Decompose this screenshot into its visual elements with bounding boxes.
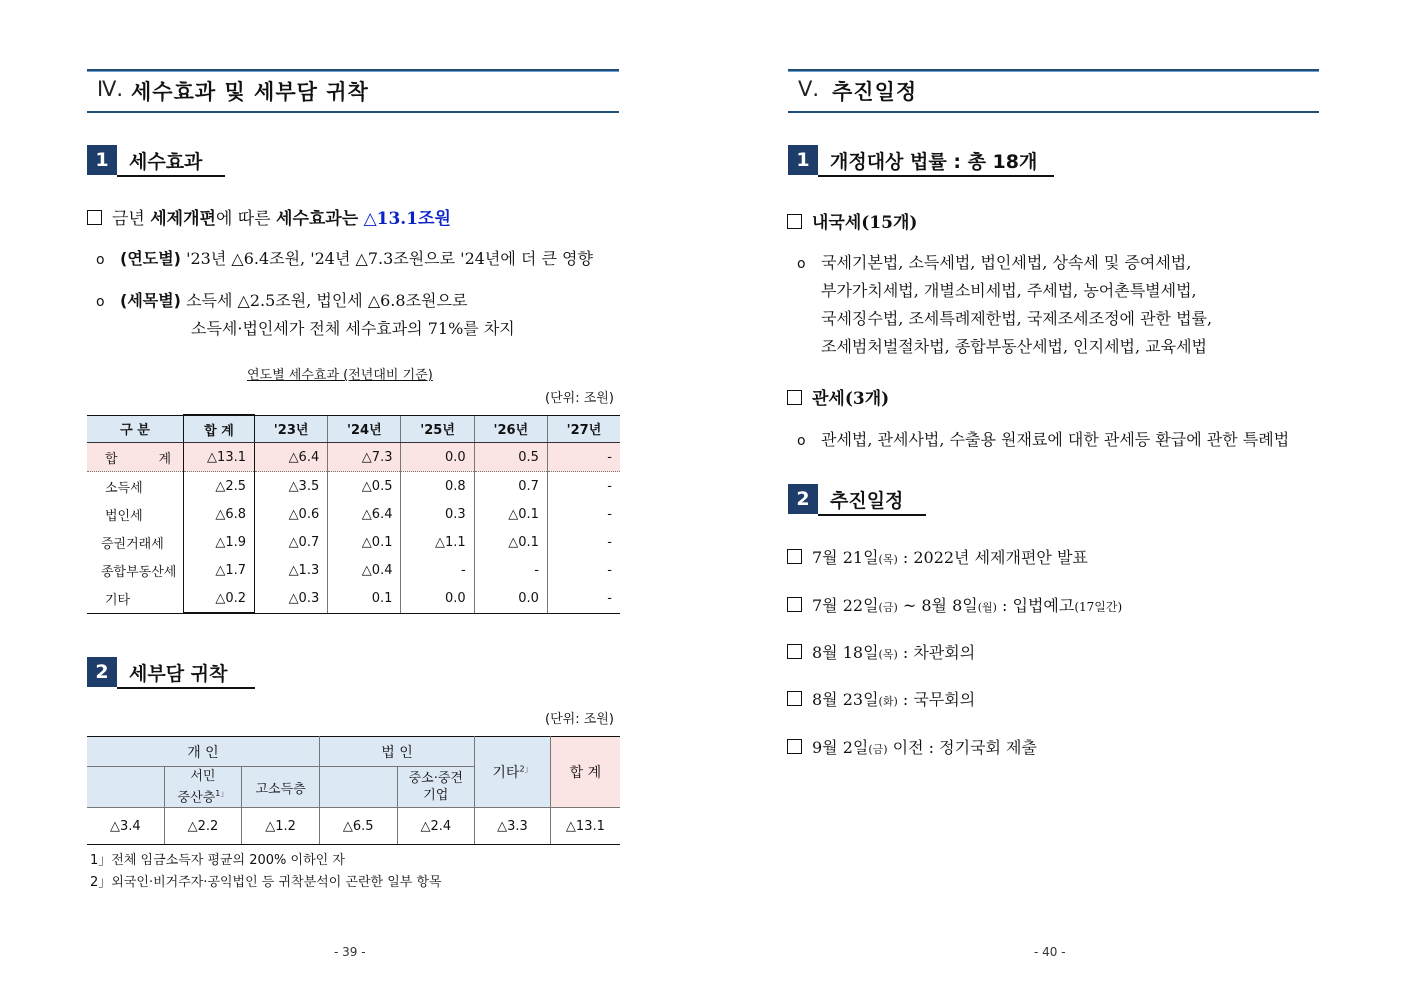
bullet-text-mid: 에 따른 xyxy=(215,209,277,229)
heading-text: 관세(3개) xyxy=(812,389,890,409)
page-number: - 40 - xyxy=(1034,945,1066,959)
cell: 0.0 xyxy=(401,443,474,472)
schedule-weekday: (금) xyxy=(878,601,898,614)
checkbox-icon xyxy=(787,739,802,754)
table-unit: (단위: 조원) xyxy=(545,712,614,727)
section-title: 개정대상 법률 : 총 18개 xyxy=(830,151,1038,173)
schedule-weekday: (월) xyxy=(977,601,997,614)
header-text: 서민 xyxy=(190,769,216,784)
cell: △3.3 xyxy=(475,808,551,845)
section-title: 추진일정 xyxy=(830,490,904,512)
heading-text: 내국세(15개) xyxy=(812,213,918,233)
section-number: 2 xyxy=(87,657,117,687)
header-cell: '25년 xyxy=(401,415,474,443)
chapter-numeral: Ⅳ. xyxy=(97,77,124,101)
section-title: 세수효과 xyxy=(129,151,203,173)
sub-bullet-head: (세목별) xyxy=(120,291,181,310)
schedule-date: 7월 21일 xyxy=(812,548,879,567)
chapter-header xyxy=(87,69,619,113)
header-cell: '26년 xyxy=(474,415,547,443)
table-row xyxy=(87,500,620,528)
cell: - xyxy=(401,556,474,584)
section-underline xyxy=(117,175,225,177)
table-row xyxy=(87,472,620,501)
cell: △1.1 xyxy=(401,528,474,556)
cell: △1.2 xyxy=(242,808,320,845)
header-empty xyxy=(87,767,164,808)
schedule-weekday: (금) xyxy=(868,743,888,756)
cell: - xyxy=(547,556,620,584)
schedule-duration: (17일간) xyxy=(1074,600,1123,614)
main-bullet xyxy=(87,204,451,229)
schedule-item xyxy=(787,593,1122,616)
cell: △6.8 xyxy=(184,500,255,528)
bullet-bold-1: 세제개편 xyxy=(150,209,216,229)
cell: 0.0 xyxy=(401,584,474,613)
schedule-text: 입법예고 xyxy=(1012,596,1075,615)
schedule-text: 2022년 세제개편안 발표 xyxy=(913,548,1088,567)
section-underline xyxy=(818,514,926,516)
cell: △13.1 xyxy=(550,808,620,845)
section-heading-burden xyxy=(87,657,257,687)
header-text: 중산층 xyxy=(177,790,216,806)
schedule-sep: : xyxy=(897,548,914,567)
cell: 0.3 xyxy=(401,500,474,528)
customs-law-list xyxy=(797,427,1289,450)
header-total: 합 계 xyxy=(550,737,620,808)
section-heading-tax-effect xyxy=(87,145,227,175)
table-header-row xyxy=(87,737,620,767)
section-underline xyxy=(117,687,255,689)
cell: △1.7 xyxy=(184,556,255,584)
header-cell: 구 분 xyxy=(87,415,184,443)
table-row xyxy=(87,528,620,556)
header-other xyxy=(475,737,551,808)
schedule-date: 7월 22일 xyxy=(812,596,879,615)
footnote-ref: 1」 xyxy=(215,789,229,798)
domestic-law-list xyxy=(797,250,1191,273)
law-line: 조세범처벌절차법, 종합부동산세법, 인지세법, 교육세법 xyxy=(821,337,1208,356)
page-number: - 39 - xyxy=(334,945,366,959)
table-row xyxy=(87,443,620,472)
header-middle-class xyxy=(164,767,242,808)
circle-bullet-icon: ο xyxy=(96,294,105,310)
row-label: 소득세 xyxy=(105,480,143,496)
cell: △0.1 xyxy=(328,528,401,556)
header-other-label: 기타 xyxy=(492,765,520,782)
cell: △6.4 xyxy=(328,500,401,528)
section-underline xyxy=(818,175,1054,177)
schedule-item xyxy=(787,640,975,663)
header-text: 중소·중견 xyxy=(408,771,463,787)
header-cell: 합 계 xyxy=(184,415,255,443)
schedule-text: 정기국회 제출 xyxy=(939,738,1037,757)
schedule-item xyxy=(787,735,1037,758)
bullet-text: 금년 xyxy=(112,209,151,229)
cell: - xyxy=(547,500,620,528)
cell: △0.1 xyxy=(474,500,547,528)
schedule-date: 8월 23일 xyxy=(812,690,879,709)
header-cell: '24년 xyxy=(328,415,401,443)
cell: △0.5 xyxy=(328,472,401,501)
section-title: 세부담 귀착 xyxy=(129,663,228,685)
footnote-ref: 2」 xyxy=(519,764,533,774)
schedule-weekday: (목) xyxy=(878,648,898,661)
cell: 0.7 xyxy=(474,472,547,501)
row-label: 합 계 xyxy=(87,443,184,472)
schedule-weekday: (화) xyxy=(878,695,898,708)
cell: △2.5 xyxy=(184,472,255,501)
header-text: 기업 xyxy=(423,788,449,804)
cell: - xyxy=(547,584,620,613)
row-label: 종합부동산세 xyxy=(101,564,177,580)
page-39 xyxy=(0,0,701,992)
section-number: 1 xyxy=(87,145,117,175)
cell: 0.1 xyxy=(328,584,401,613)
cell: 0.5 xyxy=(474,443,547,472)
cell: △6.5 xyxy=(319,808,397,845)
row-label: 법인세 xyxy=(105,508,143,524)
footnote-1: 1」전체 임금소득자 평균의 200% 이하인 자 xyxy=(90,853,345,868)
header-sme xyxy=(397,767,475,808)
cell: - xyxy=(547,528,620,556)
cell: △3.4 xyxy=(87,808,164,845)
sub-bullet-by-tax xyxy=(96,288,467,311)
law-line: 관세법, 관세사법, 수출용 원재료에 대한 관세등 환급에 관한 특례법 xyxy=(821,430,1290,449)
header-empty xyxy=(319,767,397,808)
header-corporate: 법 인 xyxy=(319,737,474,767)
cell: 0.8 xyxy=(401,472,474,501)
circle-bullet-icon: ο xyxy=(96,252,105,268)
cell: △0.2 xyxy=(184,584,255,613)
circle-bullet-icon: ο xyxy=(797,433,806,449)
cell: △1.9 xyxy=(184,528,255,556)
cell: 0.0 xyxy=(474,584,547,613)
cell: - xyxy=(547,443,620,472)
row-label: 기타 xyxy=(87,584,184,613)
schedule-date-end: ~ 8월 8일 xyxy=(897,596,978,615)
checkbox-icon xyxy=(787,691,802,706)
cell: △3.5 xyxy=(255,472,328,501)
section-number: 1 xyxy=(788,145,818,175)
table-unit: (단위: 조원) xyxy=(545,391,614,406)
schedule-sep: : xyxy=(996,596,1013,615)
sub-bullet-text: 소득세 △2.5조원, 법인세 △6.8조원으로 xyxy=(181,291,468,310)
header-individual: 개 인 xyxy=(87,737,319,767)
section-number: 2 xyxy=(788,484,818,514)
schedule-sep: : xyxy=(897,643,914,662)
chapter-title: 세수효과 및 세부담 귀착 xyxy=(131,80,369,104)
cell: △0.4 xyxy=(328,556,401,584)
cell: △13.1 xyxy=(184,443,255,472)
sub-bullet-text: '23년 △6.4조원, '24년 △7.3조원으로 '24년에 더 큰 영향 xyxy=(181,249,593,268)
cell: △0.3 xyxy=(255,584,328,613)
schedule-date: 9월 2일 xyxy=(812,738,869,757)
schedule-sep: 이전 : xyxy=(887,738,940,757)
checkbox-icon xyxy=(787,390,802,405)
footnote-2: 2」외국인·비거주자·공익법인 등 귀착분석이 곤란한 일부 항목 xyxy=(90,875,442,890)
row-label: 증권거래세 xyxy=(101,536,164,552)
cell: △0.6 xyxy=(255,500,328,528)
law-line: 부가가치세법, 개별소비세법, 주세법, 농어촌특별세법, xyxy=(821,281,1197,300)
checkbox-icon xyxy=(87,210,102,225)
checkbox-icon xyxy=(787,597,802,612)
cell: △0.7 xyxy=(255,528,328,556)
header-cell: '27년 xyxy=(547,415,620,443)
table-caption: 연도별 세수효과 (전년대비 기준) xyxy=(247,368,433,383)
header-cell: '23년 xyxy=(255,415,328,443)
section-heading-schedule xyxy=(788,484,928,514)
checkbox-icon xyxy=(787,549,802,564)
tax-burden-table xyxy=(87,736,620,845)
chapter-numeral: Ⅴ. xyxy=(798,77,820,101)
cell: △1.3 xyxy=(255,556,328,584)
page-40 xyxy=(701,0,1403,992)
schedule-weekday: (목) xyxy=(878,553,898,566)
cell: - xyxy=(474,556,547,584)
law-line: 국세기본법, 소득세법, 법인세법, 상속세 및 증여세법, xyxy=(821,253,1192,272)
sub-bullet-continuation: 소득세·법인세가 전체 세수효과의 71%를 차지 xyxy=(191,319,515,338)
law-line: 국세징수법, 조세특례제한법, 국제조세조정에 관한 법률, xyxy=(821,309,1213,328)
schedule-text: 국무회의 xyxy=(913,690,976,709)
cell: △2.4 xyxy=(397,808,475,845)
schedule-date: 8월 18일 xyxy=(812,643,879,662)
cell: △0.1 xyxy=(474,528,547,556)
customs-heading xyxy=(787,384,889,409)
schedule-text: 차관회의 xyxy=(913,643,976,662)
checkbox-icon xyxy=(787,214,802,229)
cell: △2.2 xyxy=(164,808,242,845)
tax-effect-table xyxy=(87,414,620,614)
cell: △7.3 xyxy=(328,443,401,472)
tax-effect-total: △13.1조원 xyxy=(363,209,451,229)
chapter-title: 추진일정 xyxy=(832,80,918,104)
cell: - xyxy=(547,472,620,501)
schedule-sep: : xyxy=(897,690,914,709)
schedule-item xyxy=(787,687,975,710)
chapter-header xyxy=(788,69,1319,113)
table-row xyxy=(87,808,620,845)
header-high-income: 고소득층 xyxy=(242,767,320,808)
sub-bullet-head: (연도별) xyxy=(120,249,181,268)
table-header-row xyxy=(87,415,620,443)
circle-bullet-icon: ο xyxy=(797,256,806,272)
table-row xyxy=(87,584,620,613)
domestic-tax-heading xyxy=(787,208,917,233)
bullet-bold-2: 세수효과는 xyxy=(276,209,359,229)
cell: △6.4 xyxy=(255,443,328,472)
sub-bullet-yearly xyxy=(96,246,593,269)
table-row xyxy=(87,556,620,584)
section-heading-laws xyxy=(788,145,1058,175)
checkbox-icon xyxy=(787,644,802,659)
schedule-item xyxy=(787,545,1088,568)
